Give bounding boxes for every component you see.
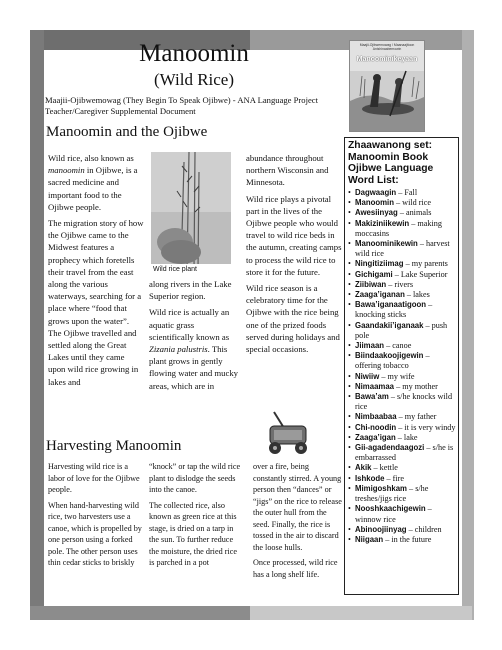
word-list-item [348,239,456,259]
section1-column-3 [246,152,342,359]
english-meaning: – push pole [355,320,448,340]
word-list-item [348,188,456,198]
ojibwe-term: Zaaga’iganan [355,290,405,300]
word-list-item [348,219,456,239]
word-list-item [348,525,456,535]
ojibwe-term: Nimbaabaa [355,412,397,422]
ojibwe-term: Niigaan [355,534,384,544]
english-meaning: – my parents [403,259,448,269]
paragraph: abundance throughout northern Wisconsin and Minnesota. [246,153,329,188]
ojibwe-term: Nooshkaachigewin [355,504,426,514]
section-heading-ojibwe: Manoomin and the Ojibwe [46,124,208,140]
word-list-item [348,321,456,341]
ojibwe-term: Zaaga’igan [355,432,396,442]
ojibwe-term: Makiziniikewin [355,218,410,228]
word-list-item [348,474,456,484]
ojibwe-term: Awesiinyag [355,208,398,218]
english-meaning: – offering tobacco [355,351,430,371]
word-list-item [348,280,456,290]
english-meaning: – it is very windy [396,422,456,432]
paragraph: “knock” or tap the wild rice plant to dislodge the seeds into the canoe. [149,462,241,494]
section1-column-2 [149,278,241,396]
book-cover-illustration [350,41,425,132]
english-meaning: – winnow rice [355,504,432,524]
paragraph: Wild rice season is a celebratory time for the Ojibwe with the rice being one of the prized foods served during holidays and special occasions. [246,283,340,355]
ojibwe-term: Ishkode [355,473,385,483]
text-run: in Ojibwe, is a sacred medicine and important food to the Ojibwe people. [48,165,138,212]
word-list-item [348,198,456,208]
word-list-title: Zhaawanong set: Manoomin Book Ojibwe Language Word List: [348,140,434,186]
word-list-item [348,300,456,320]
cover-small-text: Maajii-Ojibwemowag / Maanaajitoon Anishinaabemowin [359,43,415,51]
word-list-item [348,433,456,443]
ojibwe-term: Dagwaagin [355,188,397,197]
english-meaning: – lake [395,432,418,442]
ojibwe-term: Akik [355,463,372,473]
word-list-sidebar [344,137,459,595]
section2-column-1 [48,461,144,573]
word-list-item [348,259,456,269]
paragraph: When hand-harvesting wild rice, two harvesters use a canoe, which is propelled by one person using a forked pole. The other person uses thin cedar sticks to briskly [48,500,142,567]
section-heading-harvesting: Harvesting Manoomin [46,438,182,454]
ojibwe-term: Nimaamaa [355,381,395,391]
page-title: Manoomin [139,40,249,67]
section2-column-2 [149,461,241,573]
photo-caption: Wild rice plant [151,264,231,276]
word-list-item [348,351,456,371]
word-list-item [348,535,456,545]
wild-rice-plant-image [151,152,231,270]
english-meaning: – in the future [383,534,432,544]
ojibwe-term: Manoomin [355,198,394,208]
word-list [348,188,456,545]
frame-right-bar [462,30,474,620]
english-meaning: – kettle [371,463,398,473]
paragraph: The collected rice, also known as green rice at this stage, is dried on a tarp in the sun. To further reduce the moisture, the dried rice is parched in a pot [149,500,237,567]
english-meaning: – fire [384,473,405,483]
english-meaning: – knocking sticks [355,300,433,320]
english-meaning: – my mother [394,381,438,391]
paragraph: Wild rice plays a pivotal part in the lives of the Ojibwe people who would travel to wild rice beds in the autumn, creating camps to process the wild rice to store it for the future. [246,193,342,277]
ojibwe-term: Mimigoshkam [355,483,407,493]
text-run: The migration story of how the Ojibwe came to the Midwest features a prophecy which foretells their travel from the east along the various waterways, searching for a place where “food that grows upon the water”. The Ojibwe travelled and settled along the Great Lakes until they came upon wild rice growing in lakes and [48,218,144,387]
text-run: along rivers in the Lake Superior region. [149,279,232,302]
english-meaning: – Fall [396,188,418,197]
ojibwe-term: Chi-noodin [355,422,397,432]
section1-column-1 [48,152,144,392]
project-tagline [45,95,350,117]
english-meaning: – animals [397,208,432,218]
word-list-item [348,382,456,392]
italic-term: manoomin [48,165,85,176]
ojibwe-term: Biindaakoojigewin [355,351,424,361]
ojibwe-term: Ziibiwan [355,279,387,289]
frame-left-bar [30,30,44,620]
cover-title: Manoominikeyaan [356,56,418,63]
wild-rice-photo [151,152,231,270]
english-meaning: – harvest wild rice [355,239,450,259]
ojibwe-term: Gii-agadendaagozi [355,443,425,453]
word-list-item [348,412,456,422]
word-list-item [348,341,456,351]
ojibwe-term: Jiimaan [355,341,385,351]
tagline-line-1: Maajii-Ojibwemowag (They Begin To Speak Ojibwe) - ANA Language Project [45,95,318,105]
text-run: Wild rice is actually an aquatic grass scientifically known as [149,307,230,342]
english-meaning: – making moccasins [355,218,442,238]
paragraph: Harvesting wild rice is a labor of love for the Ojibwe people. [48,462,140,494]
paragraph [48,217,144,388]
ojibwe-term: Gaandakii’iganaak [355,320,424,330]
english-meaning: – wild rice [393,198,432,208]
rice-processing-illustration [256,408,316,458]
paragraph [48,152,144,213]
book-cover-image [349,40,425,132]
english-meaning: – rivers [386,279,414,289]
word-list-item [348,443,456,463]
frame-bottom-light-bar [250,606,472,620]
ojibwe-term: Bawa’am [355,392,389,402]
ojibwe-term: Bawa’iganaatigoon [355,300,427,310]
word-list-item [348,270,456,280]
paragraph [149,306,241,391]
english-meaning: – children [406,524,442,534]
word-list-item [348,504,456,524]
word-list-item [348,372,456,382]
section2-column-3 [253,461,343,584]
word-list-item [348,392,456,412]
english-meaning: – s/he is embarrassed [355,443,454,463]
english-meaning: – my wife [379,371,415,381]
word-list-item [348,423,456,433]
english-meaning: – canoe [384,341,412,351]
ojibwe-term: Ningitiziimag [355,259,404,269]
word-list-item [348,463,456,473]
tagline-line-2: Teacher/Caregiver Supplemental Document [45,106,196,116]
word-list-item [348,208,456,218]
parching-machine-icon [256,408,316,458]
paragraph: over a fire, being constantly stirred. A young person then “dances” or “jigs” on the rice to release the outer hull from the seed. Finally, the rice is tossed in the air to discard the loose hulls. [253,462,342,552]
english-meaning: – Lake Superior [392,269,448,279]
word-list-item [348,290,456,300]
page-subtitle: (Wild Rice) [153,70,235,89]
word-list-item [348,484,456,504]
ojibwe-term: Abinoojiinyag [355,524,407,534]
english-meaning: – my father [396,412,437,422]
ojibwe-term: Manoominikewin [355,239,418,249]
ojibwe-term: Gichigami [355,269,393,279]
text-run: Wild rice, also known as [48,153,134,163]
text-run: . This plant grows in gently flowing water and mucky areas, which are in [149,344,239,391]
paragraph [149,278,241,302]
ojibwe-term: Niwiiw [355,371,380,381]
english-meaning: – s/he knocks wild rice [355,392,453,412]
italic-term: Zizania palustris [149,344,208,355]
paragraph: Once processed, wild rice has a long shelf life. [253,558,338,579]
english-meaning: – lakes [404,290,430,300]
english-meaning: – s/he treshes/jigs rice [355,483,429,504]
